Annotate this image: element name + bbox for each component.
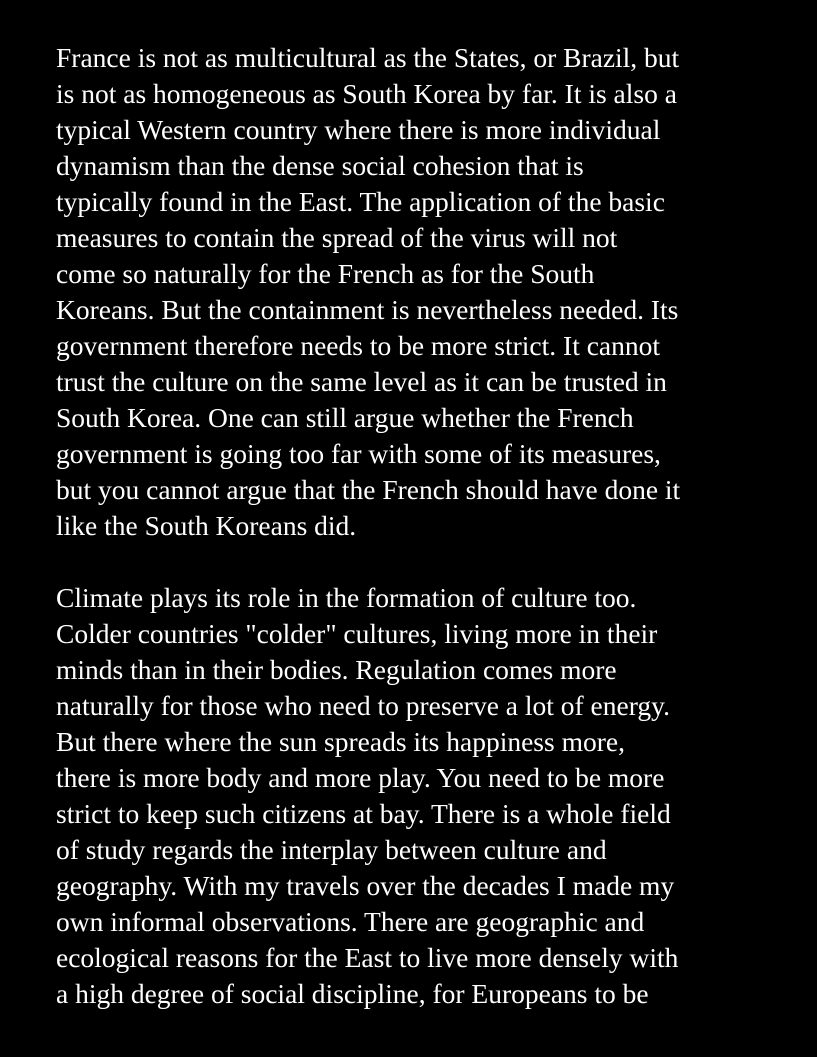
paragraph-climate — [56, 580, 796, 1012]
text-line: South Korea. One can still argue whether the French — [56, 402, 634, 433]
text-line: But there where the sun spreads its happiness more, — [56, 726, 625, 757]
text-line: naturally for those who need to preserve a lot of energy. — [56, 690, 670, 721]
text-line: dynamism than the dense social cohesion that is — [56, 150, 584, 181]
text-line: typical Western country where there is more individual — [56, 114, 661, 145]
text-line: government is going too far with some of its measures, — [56, 438, 661, 469]
paragraph-gap — [56, 544, 796, 580]
text-line: Climate plays its role in the formation of culture too. — [56, 582, 637, 613]
text-line: geography. With my travels over the decades I made my — [56, 870, 675, 901]
text-line: measures to contain the spread of the virus will not — [56, 222, 618, 253]
text-line: ecological reasons for the East to live more densely with — [56, 942, 679, 973]
text-line: come so naturally for the French as for the South — [56, 258, 595, 289]
text-line: Koreans. But the containment is nevertheless needed. Its — [56, 294, 679, 325]
document-body — [56, 40, 796, 1012]
text-line: trust the culture on the same level as it can be trusted in — [56, 366, 667, 397]
text-line: Colder countries "colder" cultures, living more in their — [56, 618, 658, 649]
text-line: government therefore needs to be more strict. It cannot — [56, 330, 661, 361]
text-line: but you cannot argue that the French should have done it — [56, 474, 681, 505]
text-line: own informal observations. There are geographic and — [56, 906, 645, 937]
text-line: is not as homogeneous as South Korea by far. It is also a — [56, 78, 677, 109]
text-line: strict to keep such citizens at bay. There is a whole field — [56, 798, 671, 829]
text-line: there is more body and more play. You need to be more — [56, 762, 665, 793]
text-line: like the South Koreans did. — [56, 510, 357, 541]
text-line: a high degree of social discipline, for Europeans to be — [56, 978, 649, 1009]
paragraph-france — [56, 40, 796, 544]
text-line: typically found in the East. The application of the basic — [56, 186, 665, 217]
text-line: France is not as multicultural as the States, or Brazil, but — [56, 42, 680, 73]
text-line: minds than in their bodies. Regulation comes more — [56, 654, 617, 685]
text-line: of study regards the interplay between culture and — [56, 834, 607, 865]
